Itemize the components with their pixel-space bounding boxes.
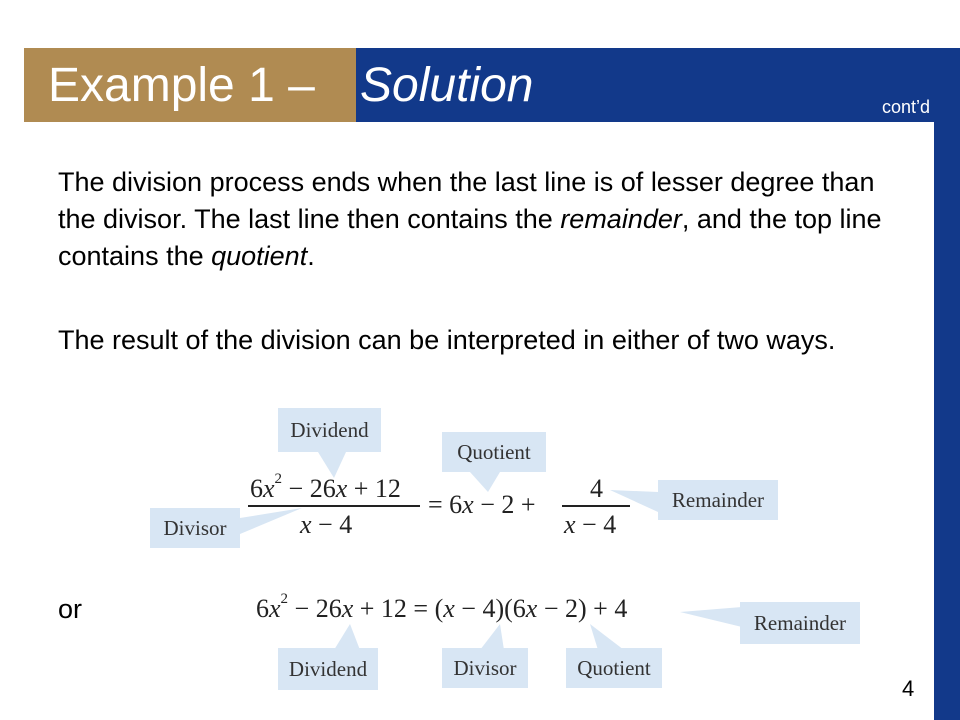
eq1-quotient-part: = 6x − 2 + xyxy=(428,490,536,519)
eq1-remainder-denominator: x − 4 xyxy=(564,510,617,539)
eq1-remainder-numerator: 4 xyxy=(590,474,603,503)
pointer-remainder-1 xyxy=(610,490,658,512)
callout-dividend: Dividend xyxy=(278,408,381,452)
pointer-divisor-2 xyxy=(480,624,504,650)
callout-remainder: Remainder xyxy=(658,480,778,520)
callout-divisor-2: Divisor xyxy=(442,648,528,688)
paragraph-1-emph-remainder: remainder xyxy=(560,204,682,234)
paragraph-1-text-c: . xyxy=(307,241,315,271)
slide-subtitle: Solution xyxy=(360,59,534,112)
continued-label: cont’d xyxy=(881,97,930,117)
pointer-quotient-2 xyxy=(590,624,624,650)
page-number: 4 xyxy=(902,676,915,701)
paragraph-1-text-b: , and the top line contains the xyxy=(58,204,882,271)
callout-remainder-2: Remainder xyxy=(740,602,860,644)
slide-title: Example 1 – xyxy=(48,59,315,112)
paragraph-2: The result of the division can be interpreted in either of two ways. xyxy=(58,325,836,355)
eq2: $6x^2 - 26x + 12 = (x - 4)(6x - 2) + 4$ xyxy=(256,591,628,623)
eq1-fraction-bar xyxy=(248,505,420,507)
eq1-numerator: $6x^2 - 26x + 12$ xyxy=(250,471,401,503)
paragraph-1-emph-quotient: quotient xyxy=(211,241,308,271)
eq1-remainder-bar xyxy=(562,505,630,507)
or-label: or xyxy=(58,594,83,624)
callout-dividend-2: Dividend xyxy=(278,648,378,690)
pointer-dividend-2 xyxy=(334,624,360,650)
callout-quotient-2: Quotient xyxy=(566,648,662,688)
callout-quotient: Quotient xyxy=(442,432,546,472)
pointer-divisor-1 xyxy=(240,508,302,534)
eq1-denominator: x − 4 xyxy=(300,510,353,539)
pointer-remainder-2 xyxy=(680,607,742,627)
paragraph-1-text-a: The division process ends when the last line is of lesser degree than the divisor. The last line then contains the xyxy=(58,167,875,234)
pointer-quotient-1 xyxy=(470,472,500,492)
callout-divisor: Divisor xyxy=(150,508,240,548)
